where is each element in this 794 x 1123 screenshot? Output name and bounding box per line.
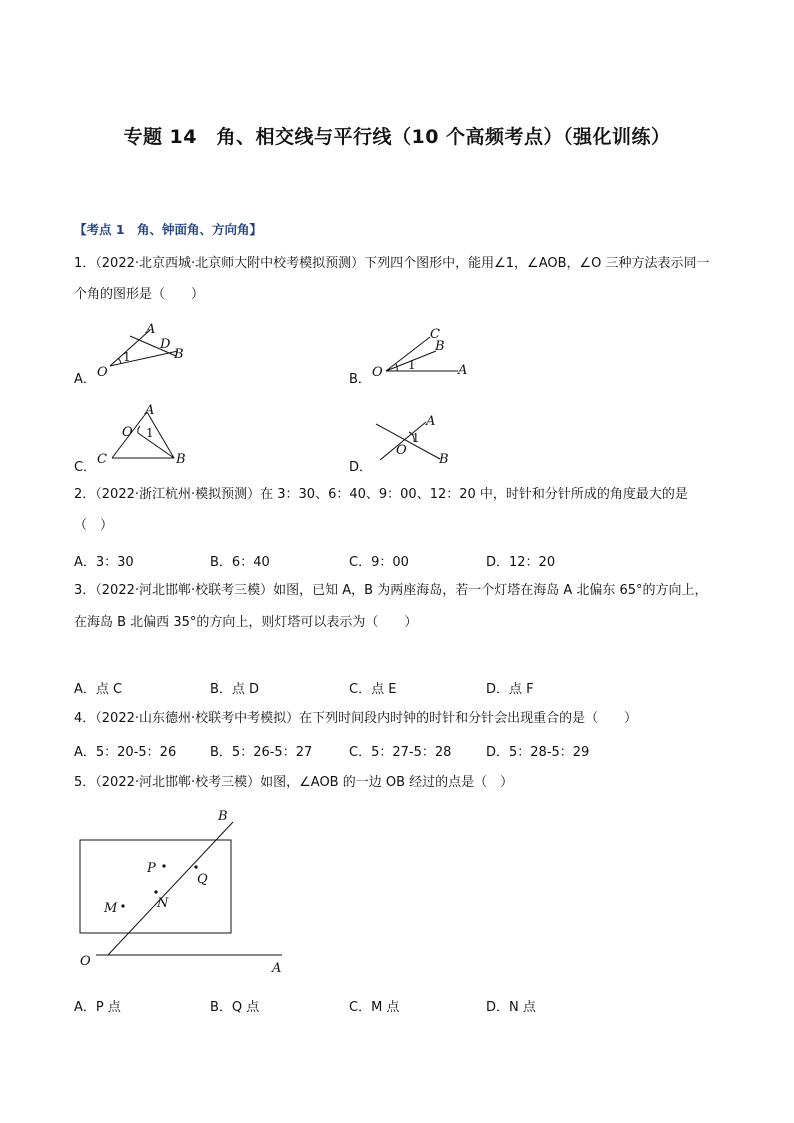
q1-figure-b xyxy=(368,322,478,380)
q1-option-b[interactable]: B． xyxy=(349,372,371,387)
q5-label-p: P xyxy=(147,861,156,876)
q2-option-d[interactable]: D．12：20 xyxy=(486,555,556,570)
q4-option-b[interactable]: B．5：26-5：27 xyxy=(210,745,313,760)
q1c-label-b: B xyxy=(176,452,186,467)
q5-option-d[interactable]: D．N 点 xyxy=(486,1000,536,1015)
q4-line1: 4．（2022·山东德州·校联考中考模拟）在下列时间段内时钟的时针和分针会出现重合的是（ ） xyxy=(74,711,638,726)
q1a-label-b: B xyxy=(174,347,184,362)
q5-option-c[interactable]: C．M 点 xyxy=(349,1000,400,1015)
q2-option-a[interactable]: A．3：30 xyxy=(74,555,134,570)
q1b-label-b: B xyxy=(435,339,445,354)
q4-option-c[interactable]: C．5：27-5：28 xyxy=(349,745,452,760)
q3-option-c[interactable]: C．点 E xyxy=(349,682,397,697)
q3-line2: 在海岛 B 北偏西 35°的方向上，则灯塔可以表示为（ ） xyxy=(74,615,418,630)
q1d-label-o: O xyxy=(396,443,407,458)
q2-line1: 2．（2022·浙江杭州·模拟预测）在 3：30、6：40、9：00、12：20 中，时针和分针所成的角度最大的是 xyxy=(74,487,688,502)
q5-label-m: M xyxy=(104,901,118,916)
q5-figure xyxy=(70,804,300,979)
q1a-label-o: O xyxy=(97,365,108,380)
q2-line2: （ ） xyxy=(74,518,114,533)
q1-line2: 个角的图形是（ ） xyxy=(74,287,205,302)
q5-option-a[interactable]: A．P 点 xyxy=(74,1000,121,1015)
q2-option-b[interactable]: B．6：40 xyxy=(210,555,270,570)
q1-figure-d xyxy=(368,412,468,472)
q1-option-c[interactable]: C． xyxy=(74,460,97,475)
q1c-label-c: C xyxy=(97,452,107,467)
q1-option-d[interactable]: D． xyxy=(349,460,373,475)
section-heading: 【考点 1 角、钟面角、方向角】 xyxy=(74,222,263,237)
q4-option-d[interactable]: D．5：28-5：29 xyxy=(486,745,590,760)
q5-label-q: Q xyxy=(197,872,208,887)
q3-line1: 3．（2022·河北邯郸·校联考三模）如图，已知 A，B 为两座海岛，若一个灯塔在海岛 A 北偏东 65°的方向上， xyxy=(74,583,708,598)
q1a-label-a: A xyxy=(146,322,156,337)
q1-figure-a xyxy=(90,320,200,382)
q3-option-a[interactable]: A．点 C xyxy=(74,682,123,697)
q3-option-d[interactable]: D．点 F xyxy=(486,682,534,697)
q2-option-c[interactable]: C．9：00 xyxy=(349,555,409,570)
q5-label-b: B xyxy=(218,809,228,824)
page-title: 专题 14 角、相交线与平行线（10 个高频考点）（强化训练） xyxy=(123,126,671,148)
q1b-label-o: O xyxy=(372,365,383,380)
q4-option-a[interactable]: A．5：20-5：26 xyxy=(74,745,177,760)
q1d-label-a: A xyxy=(426,414,436,429)
q1b-label-a: A xyxy=(458,363,468,378)
q1-figure-c xyxy=(92,400,202,470)
q5-option-b[interactable]: B．Q 点 xyxy=(210,1000,260,1015)
q5-line1: 5．（2022·河北邯郸·校考三模）如图，∠AOB 的一边 OB 经过的点是（ ） xyxy=(74,775,514,790)
q5-label-n: N xyxy=(157,896,169,911)
q1c-label-o: O xyxy=(122,425,133,440)
q1c-label-1: 1 xyxy=(146,426,154,440)
q1a-label-d: D xyxy=(160,337,171,352)
q1d-label-b: B xyxy=(439,452,449,467)
q3-option-b[interactable]: B．点 D xyxy=(210,682,260,697)
q1-line1: 1．（2022·北京西城·北京师大附中校考模拟预测）下列四个图形中，能用∠1，∠AOB，∠O 三种方法表示同一 xyxy=(74,256,710,271)
q1b-label-1: 1 xyxy=(408,358,416,372)
q1b-label-c: C xyxy=(430,327,440,342)
q5-label-o: O xyxy=(80,954,91,969)
q1a-label-1: 1 xyxy=(123,350,131,364)
q1d-label-1: 1 xyxy=(412,431,420,445)
q5-label-a: A xyxy=(272,961,282,976)
q1c-label-a: A xyxy=(145,403,155,418)
q1-option-a[interactable]: A． xyxy=(74,372,96,387)
